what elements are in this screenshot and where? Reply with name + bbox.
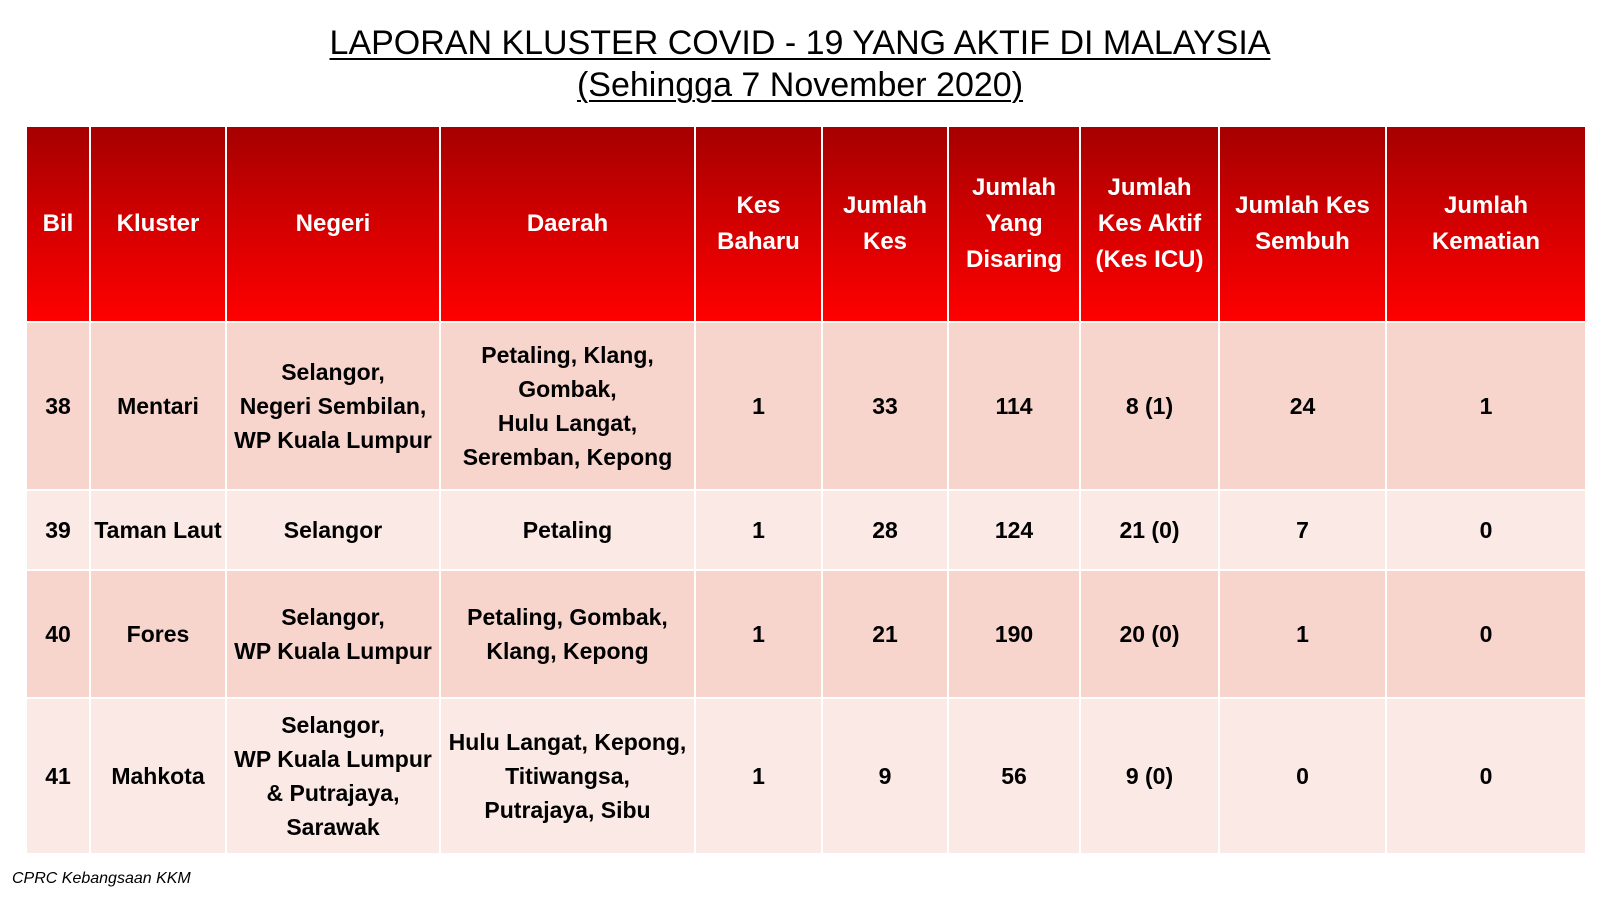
cell-jumlah-disaring: 114: [948, 322, 1080, 490]
cell-kluster: Taman Laut: [90, 490, 226, 570]
cluster-table: [25, 125, 1587, 855]
table-header-row: [26, 126, 1586, 322]
header-jumlah-disaring: Jumlah Yang Disaring: [948, 126, 1080, 322]
header-bil: Bil: [26, 126, 90, 322]
cell-daerah: Petaling: [440, 490, 695, 570]
cell-jumlah-kematian: 1: [1386, 322, 1586, 490]
cell-jumlah-kes: 21: [822, 570, 948, 698]
cell-kluster: Mahkota: [90, 698, 226, 854]
report-title-date: (Sehingga 7 November 2020): [576, 66, 1024, 104]
cell-kes-baharu: 1: [695, 698, 822, 854]
cell-negeri: Selangor, WP Kuala Lumpur: [226, 570, 440, 698]
cell-kluster: Mentari: [90, 322, 226, 490]
header-jumlah-kes-aktif: Jumlah Kes Aktif (Kes ICU): [1080, 126, 1219, 322]
table-row: [26, 570, 1586, 698]
cell-jumlah-kes: 33: [822, 322, 948, 490]
cell-jumlah-kes: 28: [822, 490, 948, 570]
cell-bil: 41: [26, 698, 90, 854]
header-jumlah-kes-sembuh: Jumlah Kes Sembuh: [1219, 126, 1386, 322]
header-negeri: Negeri: [226, 126, 440, 322]
cell-jumlah-disaring: 190: [948, 570, 1080, 698]
cell-bil: 38: [26, 322, 90, 490]
cell-kes-baharu: 1: [695, 570, 822, 698]
cell-jumlah-kes-sembuh: 7: [1219, 490, 1386, 570]
cell-jumlah-kes-aktif: 8 (1): [1080, 322, 1219, 490]
cell-jumlah-kes-sembuh: 1: [1219, 570, 1386, 698]
header-daerah: Daerah: [440, 126, 695, 322]
cell-daerah: Hulu Langat, Kepong, Titiwangsa, Putrajaya, Sibu: [440, 698, 695, 854]
table-row: [26, 490, 1586, 570]
cell-jumlah-kes-aktif: 20 (0): [1080, 570, 1219, 698]
header-kes-baharu: Kes Baharu: [695, 126, 822, 322]
cell-jumlah-kes: 9: [822, 698, 948, 854]
cell-daerah: Petaling, Gombak, Klang, Kepong: [440, 570, 695, 698]
cell-jumlah-kematian: 0: [1386, 570, 1586, 698]
cell-daerah: Petaling, Klang, Gombak, Hulu Langat, Seremban, Kepong: [440, 322, 695, 490]
cell-jumlah-disaring: 56: [948, 698, 1080, 854]
cell-negeri: Selangor, Negeri Sembilan, WP Kuala Lumpur: [226, 322, 440, 490]
cell-kes-baharu: 1: [695, 322, 822, 490]
cell-bil: 40: [26, 570, 90, 698]
header-jumlah-kes: Jumlah Kes: [822, 126, 948, 322]
cell-jumlah-kes-aktif: 9 (0): [1080, 698, 1219, 854]
cell-jumlah-kes-aktif: 21 (0): [1080, 490, 1219, 570]
report-title-main: LAPORAN KLUSTER COVID - 19 YANG AKTIF DI MALAYSIA: [329, 24, 1271, 62]
cell-kluster: Fores: [90, 570, 226, 698]
table-row: [26, 322, 1586, 490]
cell-jumlah-kes-sembuh: 0: [1219, 698, 1386, 854]
cell-jumlah-kes-sembuh: 24: [1219, 322, 1386, 490]
cell-jumlah-kematian: 0: [1386, 490, 1586, 570]
cell-jumlah-disaring: 124: [948, 490, 1080, 570]
source-note: CPRC Kebangsaan KKM: [12, 870, 191, 887]
header-kluster: Kluster: [90, 126, 226, 322]
header-jumlah-kematian: Jumlah Kematian: [1386, 126, 1586, 322]
cell-kes-baharu: 1: [695, 490, 822, 570]
cell-negeri: Selangor: [226, 490, 440, 570]
cell-negeri: Selangor, WP Kuala Lumpur & Putrajaya, Sarawak: [226, 698, 440, 854]
report-title: [0, 22, 1600, 106]
cell-bil: 39: [26, 490, 90, 570]
table-row: [26, 698, 1586, 854]
cell-jumlah-kematian: 0: [1386, 698, 1586, 854]
